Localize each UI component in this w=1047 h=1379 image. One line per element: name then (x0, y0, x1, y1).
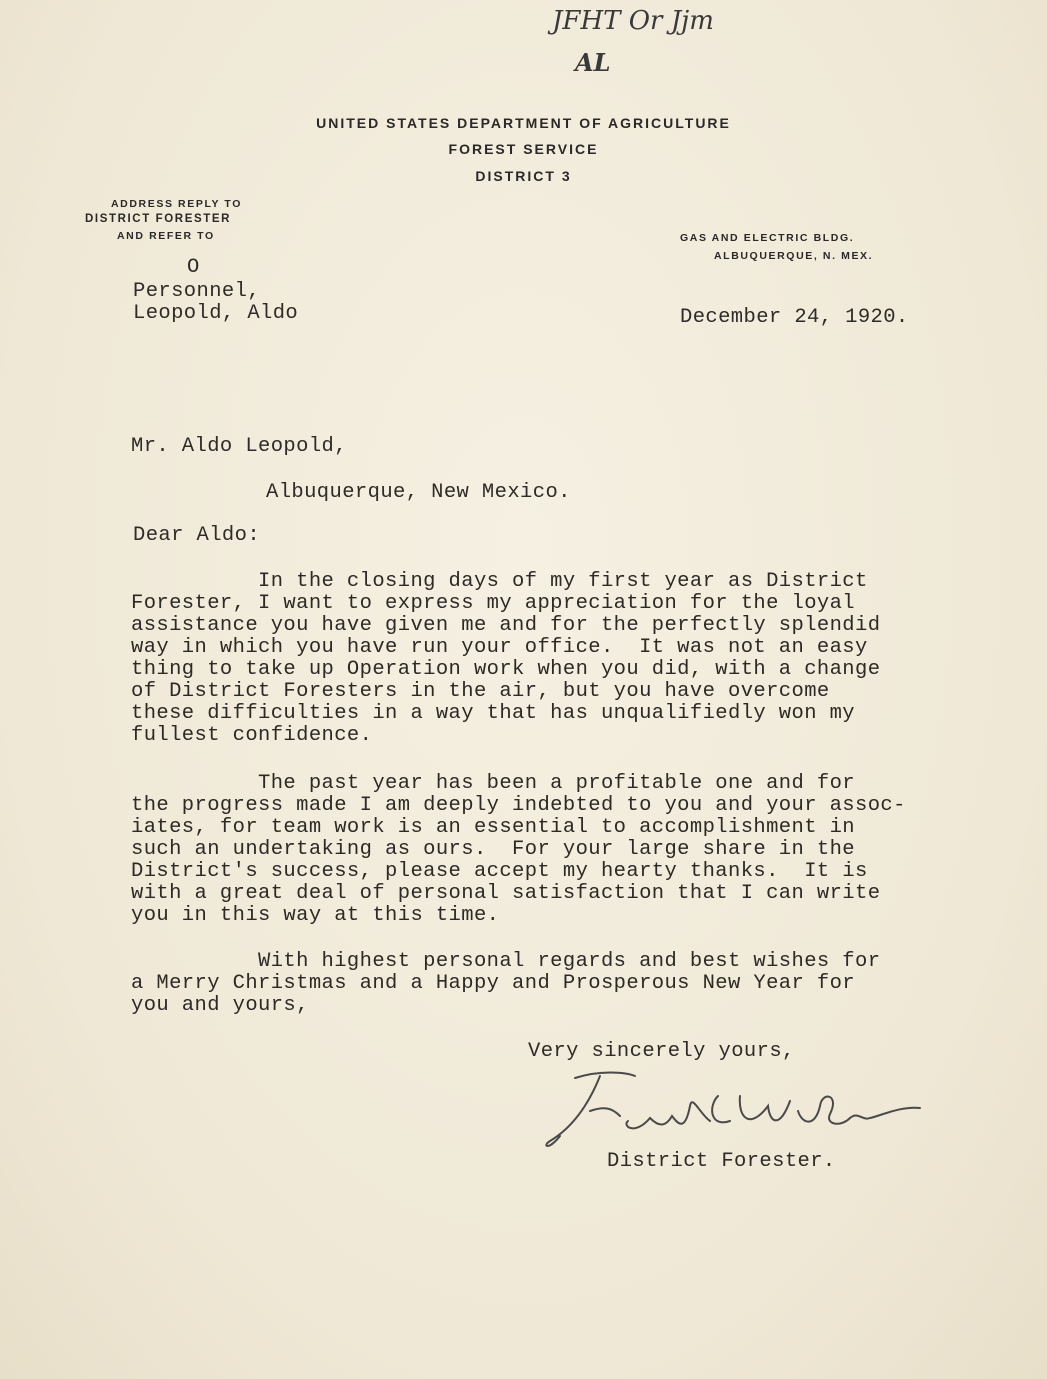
body-paragraph-2 (131, 773, 961, 927)
paragraph-line: you and yours, (131, 994, 309, 1017)
letterhead-service: FOREST SERVICE (448, 141, 599, 157)
closing: Very sincerely yours, (528, 1040, 795, 1063)
letter-date: December 24, 1920. (680, 306, 909, 329)
paragraph-line: District's success, please accept my hearty thanks. It is (131, 860, 868, 883)
reference-subject: Personnel, (133, 280, 261, 303)
paragraph-line: you in this way at this time. (131, 904, 500, 927)
paragraph-line: Forester, I want to express my appreciation for the loyal (131, 592, 856, 615)
salutation: Dear Aldo: (133, 524, 261, 547)
paragraph-line: In the closing days of my first year as District (131, 570, 868, 593)
paragraph-line: With highest personal regards and best wishes for (131, 950, 881, 973)
paragraph-line: The past year has been a profitable one and for (131, 772, 856, 795)
paragraph-line: thing to take up Operation work when you did, with a change (131, 658, 881, 681)
letterhead-district: DISTRICT 3 (475, 168, 572, 184)
body-paragraph-3 (131, 951, 961, 1017)
paragraph-line: these difficulties in a way that has unqualifiedly won my (131, 702, 856, 725)
handwritten-note-top: JFHT Or Jjm (552, 6, 714, 36)
building-name: GAS AND ELECTRIC BLDG. (680, 232, 855, 244)
paragraph-line: assistance you have given me and for the perfectly splendid (131, 614, 881, 637)
paragraph-line: fullest confidence. (131, 724, 373, 747)
paragraph-line: a Merry Christmas and a Happy and Prosperous New Year for (131, 972, 856, 995)
address-reply-to: ADDRESS REPLY TO (111, 198, 243, 210)
address-district-forester: DISTRICT FORESTER (85, 213, 232, 225)
building-city: ALBUQUERQUE, N. MEX. (714, 250, 874, 262)
recipient-location: Albuquerque, New Mexico. (266, 481, 571, 504)
address-refer-to: AND REFER TO (117, 230, 215, 242)
paragraph-line: of District Foresters in the air, but you have overcome (131, 680, 830, 703)
reference-code: O (187, 256, 200, 279)
paragraph-line: with a great deal of personal satisfaction that I can write (131, 882, 881, 905)
body-paragraph-1 (131, 571, 961, 747)
handwritten-initials: AL (575, 48, 611, 77)
paragraph-line: iates, for team work is an essential to accomplishment in (131, 816, 856, 839)
paragraph-line: the progress made I am deeply indebted to you and your assoc- (131, 794, 906, 817)
reference-name: Leopold, Aldo (133, 302, 299, 325)
letterhead-department: UNITED STATES DEPARTMENT OF AGRICULTURE (316, 115, 731, 131)
paragraph-line: such an undertaking as ours. For your large share in the (131, 838, 856, 861)
signer-title: District Forester. (607, 1150, 836, 1173)
paragraph-line: way in which you have run your office. It was not an easy (131, 636, 868, 659)
recipient-name: Mr. Aldo Leopold, (131, 435, 347, 458)
signature (540, 1066, 930, 1156)
